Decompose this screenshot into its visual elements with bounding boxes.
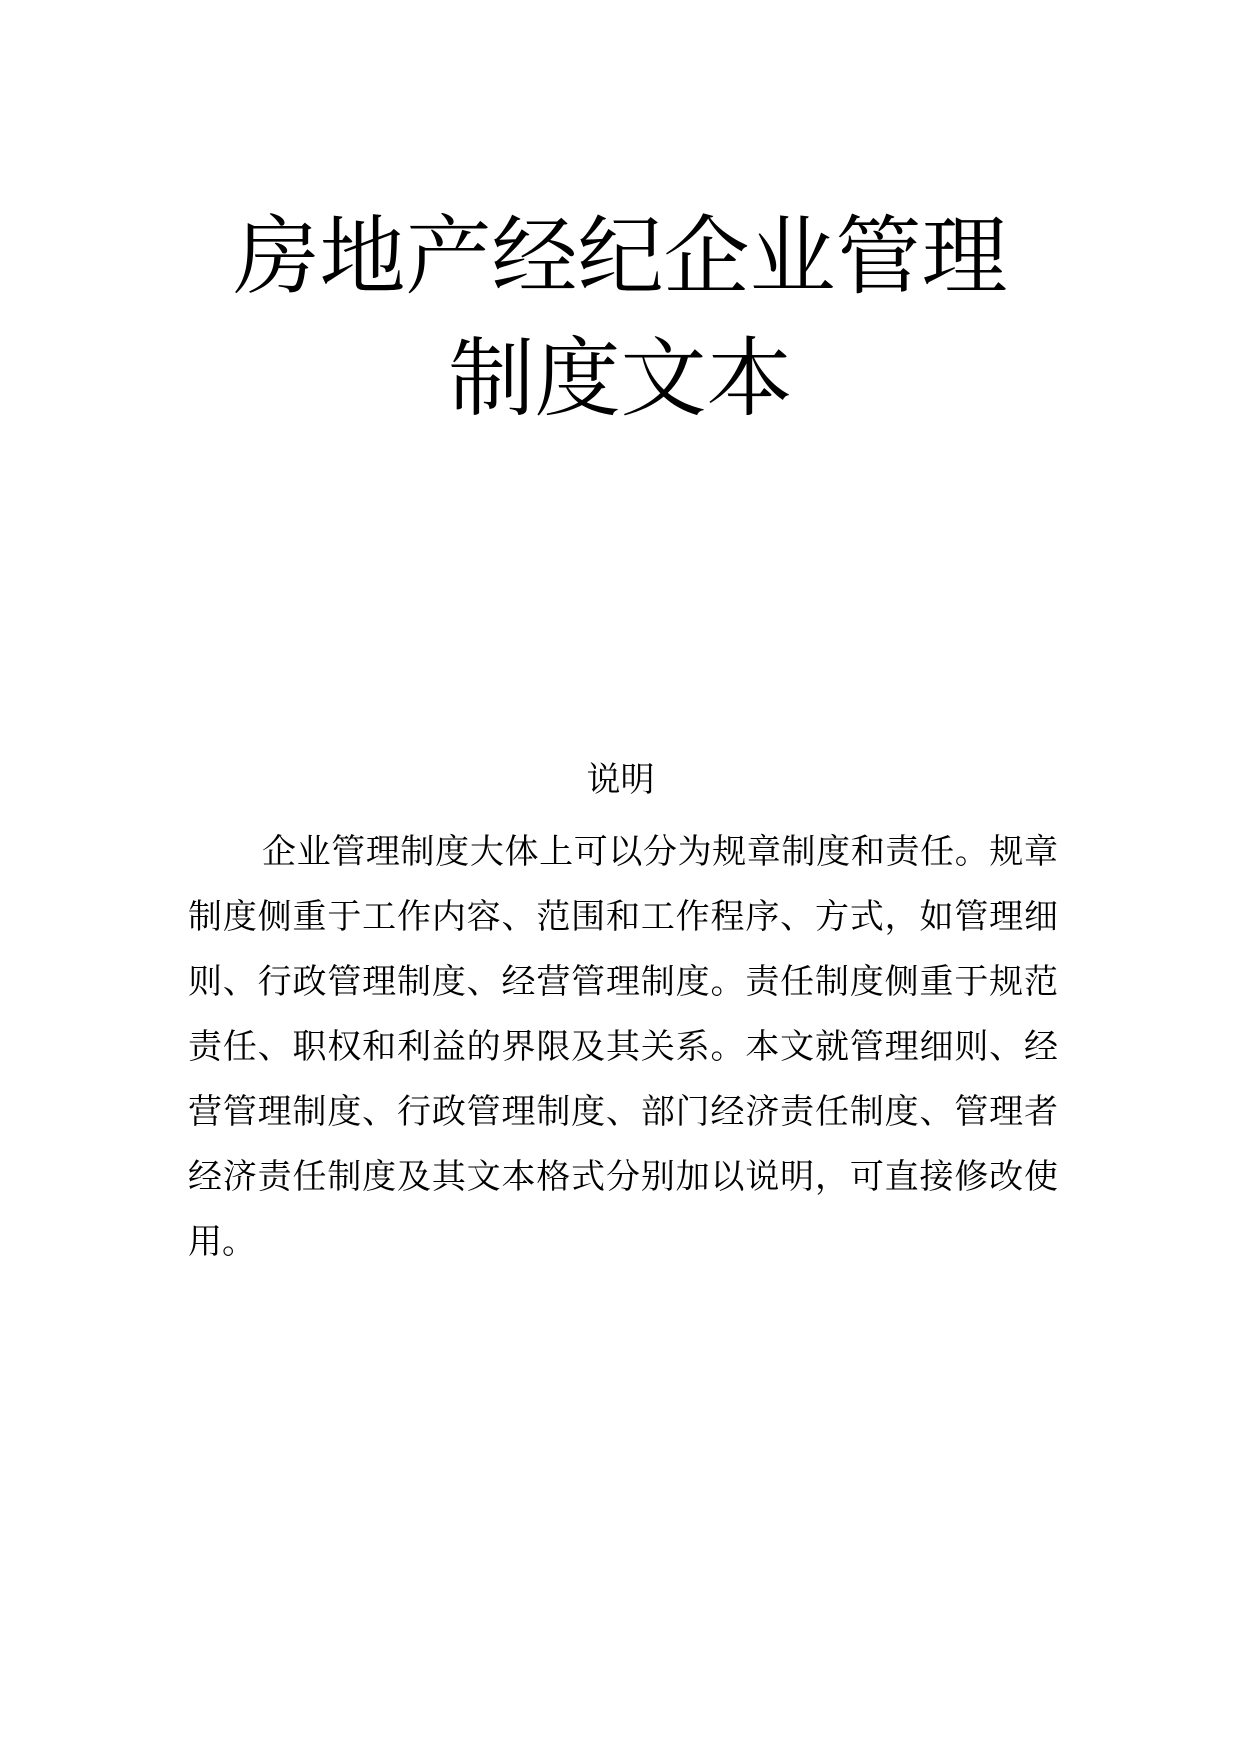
- document-title-line-1: 房地产经纪企业管理: [233, 207, 1008, 307]
- note-heading: 说明: [586, 760, 655, 800]
- document-title-line-2: 制度文本: [448, 329, 793, 429]
- note-paragraph: 企业管理制度大体上可以分为规章制度和责任。规章制度侧重于工作内容、范围和工作程序、方式，如管理细则、行政管理制度、经营管理制度。责任制度侧重于规范责任、职权和利益的界限及其关系。本文就管理细则、经营管理制度、行政管理制度、部门经济责任制度、管理者经济责任制度及其文本格式分别加以说明，可直接修改使用。: [188, 832, 1058, 1262]
- document-title: [0, 196, 1241, 440]
